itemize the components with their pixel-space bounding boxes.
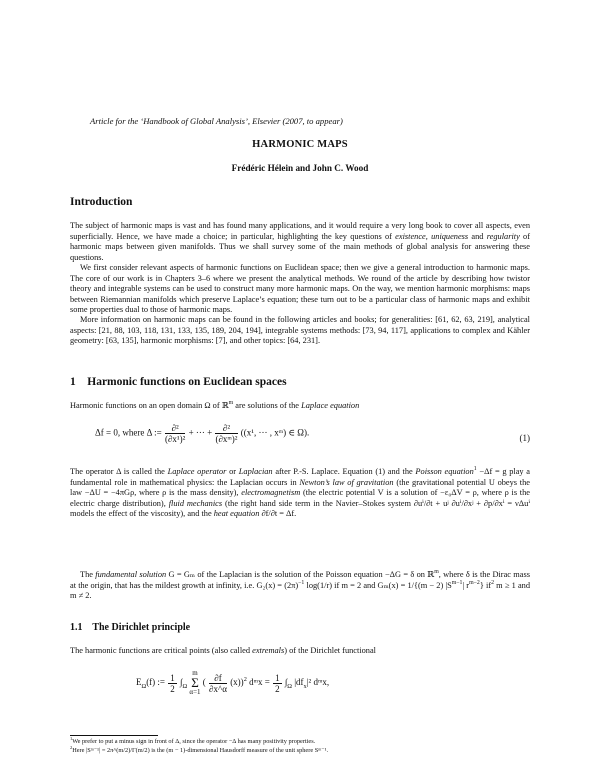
- eq1-lhs: Δf = 0, where Δ :=: [95, 427, 164, 438]
- intro-paragraph-3: More information on harmonic maps can be found in the following articles and books; for generalities: [61, 62, 63, 219], analytical aspects: [21, 88, 103, 118, 131, 133, 135, 189, 204, 194], integrable systems methods: [73, 94, 117], applications to complex and Kähler geometry: [63, 135], harmonic morphisms: [7], and other topics: [64, 231].: [70, 315, 530, 346]
- eq2-partial: $\frac{\partial f}{\partial x\^{}\alpha}$: [209, 672, 227, 694]
- section-1-number: 1: [70, 376, 76, 388]
- intro-paragraph-1: The subject of harmonic maps is vast and has found many applications, and it would require a very long book to cover all aspects, even superficially. Hence, we have made a choice; in particular, highlighting the key questions of existence, uniqueness and regularity of harmonic maps between given manifolds. Thus we shall survey some of the main methods of global analysis for answering these questions.: [70, 221, 530, 262]
- equation-dirichlet: $E_\Omega(f)$ := $\frac{1}{2}$ $\int_\Omega$ m Σ α=1 ( $\frac{\partial f}{\partial x\^{}\alpha}$ (x))$^2$ dᵐx = $\frac{1}{2}$ $\int_\Omega$ $|df_x|^2$ dᵐx,: [136, 669, 330, 696]
- section-1-title: Harmonic functions on Euclidean spaces: [87, 376, 287, 388]
- intro-heading: Introduction: [70, 196, 133, 208]
- subsection-1-1-heading: [70, 622, 530, 633]
- section-1-heading: [70, 376, 530, 388]
- eq1-dots: + ··· +: [188, 427, 215, 438]
- footnote-2: $^2$Here |Sᵐ⁻¹| = 2π^(m/2)/Γ(m/2) is the (m − 1)-dimensional Hausdorff measure of the unit sphere Sᵐ⁻¹.: [70, 744, 329, 754]
- subsection-1-1-number: 1.1: [70, 622, 83, 633]
- section-1-lead: Harmonic functions on an open domain Ω of ℝ$^m$ are solutions of the Laplace equation: [70, 400, 360, 410]
- eq1-frac-last: $\frac{\text{∂²}}{\text{(∂xᵐ)²}}$: [215, 423, 238, 444]
- eq1-domain: ((x¹, ··· , xᵐ) ∈ Ω).: [240, 427, 310, 438]
- eq2-half-2: $\frac{1}{2}$: [275, 672, 280, 694]
- article-header-note: Article for the ‘Handbook of Global Analysis’, Elsevier (2007, to appear): [90, 116, 343, 126]
- eq2-half: $\frac{1}{2}$: [170, 672, 175, 694]
- subsection-1-1-title: The Dirichlet principle: [92, 622, 191, 633]
- eq1-number: (1): [519, 433, 530, 443]
- eq1-frac-first: $\frac{\text{∂²}}{\text{(∂x¹)²}}$: [164, 423, 186, 444]
- intro-paragraph-2: We first consider relevant aspects of harmonic functions on Euclidean space; then we give a general introduction to harmonic maps. The core of our work is in Chapters 3–6 where we present the analytical methods. We round of the article by describing how twistor theory and integrable systems can be used to construct many more harmonic maps. On the way, we mention harmonic morphisms: maps between Riemannian manifolds which preserve Laplace’s equation; these turn out to be a particular class of harmonic maps and exhibit some properties dual to those of harmonic maps.: [70, 263, 530, 315]
- footnote-1: $^1$We prefer to put a minus sign in front of Δ, since the operator −Δ has many positivity properties.: [70, 735, 316, 745]
- section-1-laplace-operator-paragraph: The operator Δ is called the Laplace operator or Laplacian after P.-S. Laplace. Equation (1) and the Poisson equation$^1$ −Δf = g play a fundamental role in mathematical physics: the Laplacian occurs in Newton’s law of gravitation (the gravitational potential U obeys the law −ΔU = −4πGρ, where ρ is the mass density), electromagnetism (the electric potential V is a solution of −ε₀ΔV = ρ, where ρ is the electric charge distribution), fluid mechanics (the right hand side term in the Navier–Stokes system ∂uⁱ/∂t + uʲ ∂uⁱ/∂xʲ + ∂p/∂xⁱ = νΔuⁱ models the effect of the viscosity), and the heat equation ∂f/∂t = Δf.: [70, 466, 531, 519]
- eq2-sum: m Σ α=1: [189, 669, 201, 696]
- paper-title: HARMONIC MAPS: [252, 139, 348, 150]
- footnote-rule: [70, 735, 158, 736]
- equation-1: [70, 421, 530, 455]
- paper-authors: Frédéric Hélein and John C. Wood: [231, 163, 369, 173]
- subsection-1-1-lead: The harmonic functions are critical points (also called extremals) of the Dirichlet functional: [70, 646, 376, 655]
- section-1-fundamental-solution-paragraph: The fundamental solution G = Gₘ of the Laplacian is the solution of the Poisson equation −ΔG = δ on ℝ$^m$, where δ is the Dirac mass at the origin, that has the mildest growth at infinity, i.e. $G_2(x) = (2\pi)^{-1}$ log(1/r) if m = 2 and Gₘ(x) = 1/{(m − 2) $|S^{m-1}|$ $r^{m-2}$} $if^2$ m ≥ 1 and m ≠ 2.: [70, 569, 530, 601]
